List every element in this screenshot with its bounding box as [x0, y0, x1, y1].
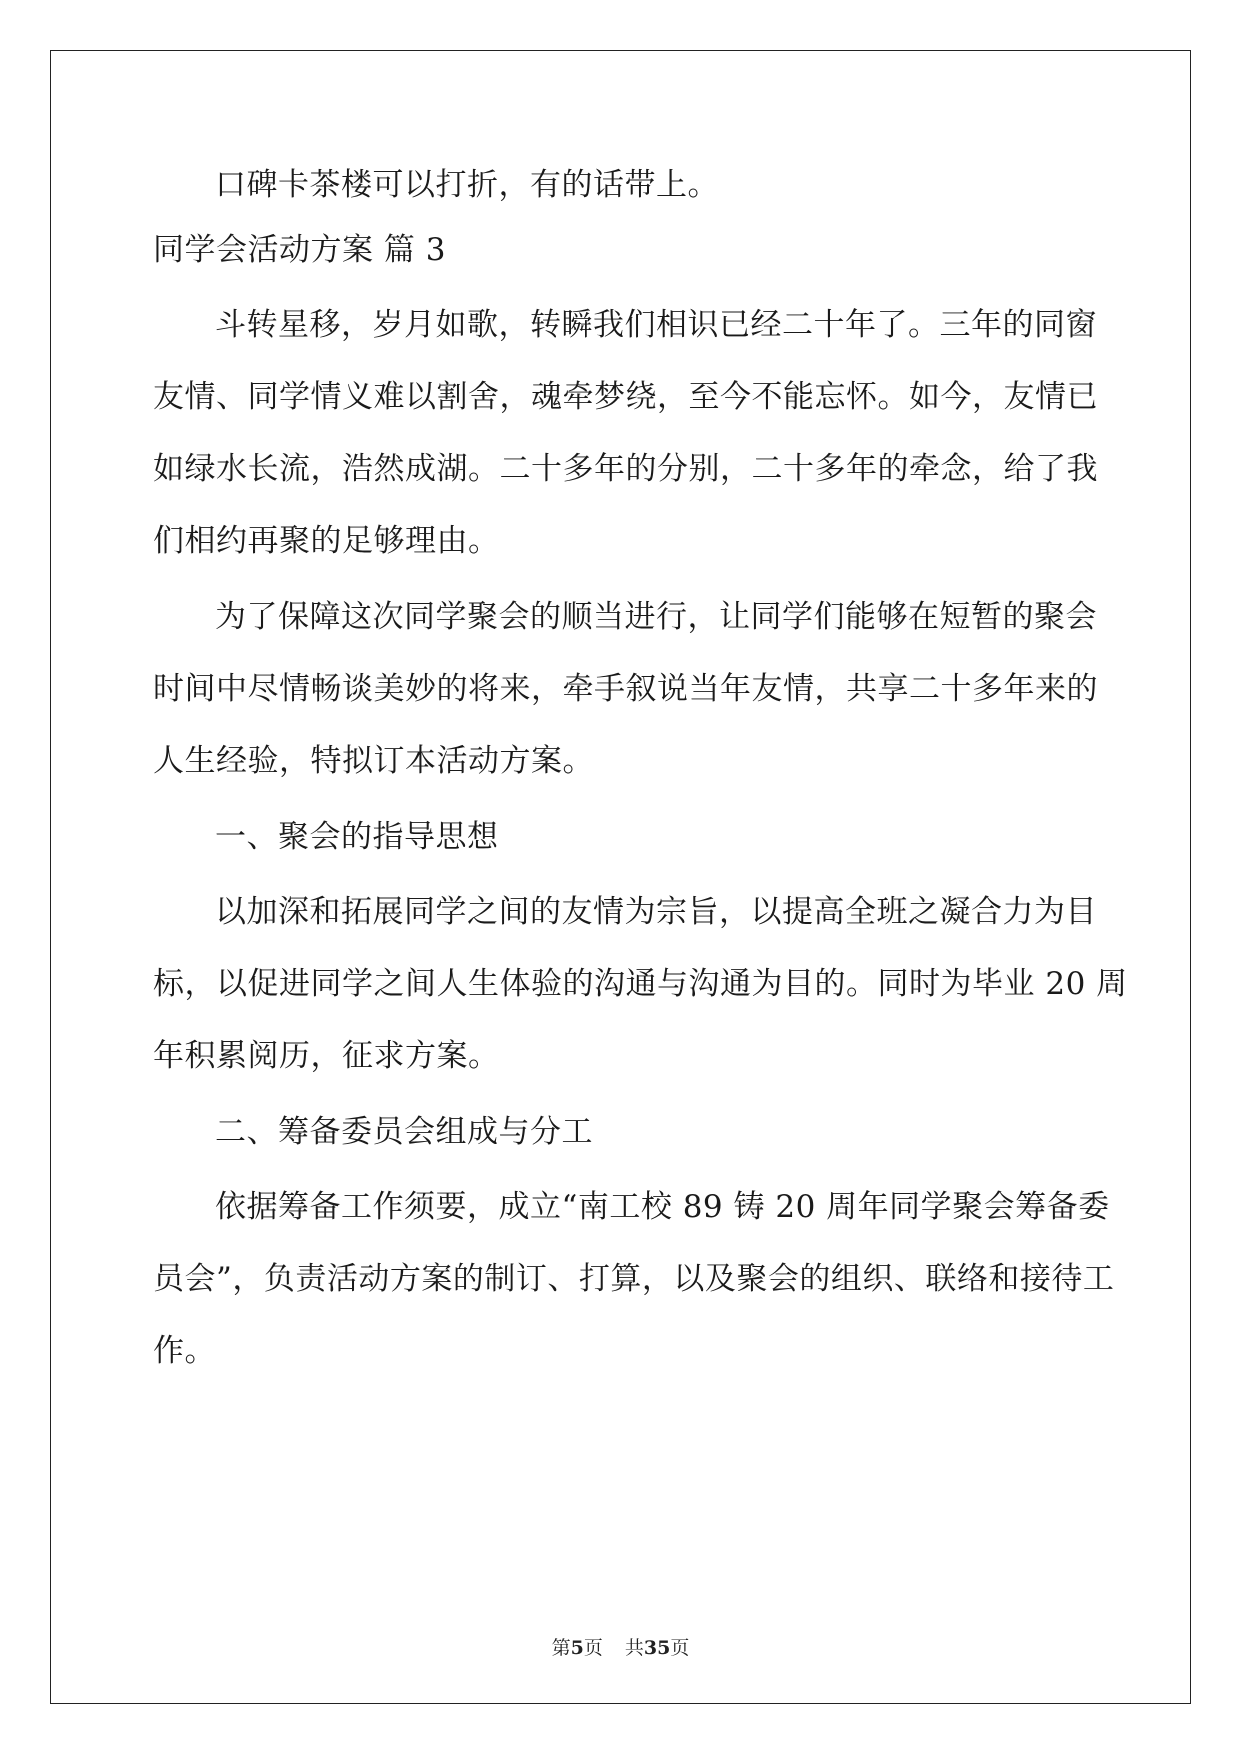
paragraph-line: 年积累阅历，征求方案。	[153, 1038, 500, 1074]
subsection-heading: 二、筹备委员会组成与分工	[215, 1114, 593, 1150]
paragraph-line: 口碑卡茶楼可以打折，有的话带上。	[215, 167, 719, 203]
page-footer	[0, 1633, 1241, 1660]
paragraph-line: 为了保障这次同学聚会的顺当进行，让同学们能够在短暂的聚会	[215, 599, 1097, 635]
page-prefix: 第	[551, 1637, 571, 1659]
paragraph-line: 以加深和拓展同学之间的友情为宗旨，以提高全班之凝合力为目	[215, 894, 1097, 930]
total-prefix: 共	[624, 1637, 644, 1659]
page-suffix: 页	[583, 1637, 603, 1659]
total-page-number: 35	[643, 1637, 671, 1659]
paragraph-line: 斗转星移，岁月如歌，转瞬我们相识已经二十年了。三年的同窗	[215, 307, 1097, 343]
paragraph-line: 作。	[153, 1333, 216, 1369]
paragraph-line: 员会”，负责活动方案的制订、打算，以及聚会的组织、联络和接待工	[153, 1261, 1115, 1297]
paragraph-line: 标，以促进同学之间人生体验的沟通与沟通为目的。同时为毕业 20 周	[153, 966, 1128, 1002]
paragraph-line: 友情、同学情义难以割舍，魂牵梦绕，至今不能忘怀。如今，友情已	[153, 379, 1098, 415]
paragraph-line: 依据筹备工作须要，成立“南工校 89 铸 20 周年同学聚会筹备委	[215, 1189, 1110, 1225]
current-page-number: 5	[570, 1637, 584, 1659]
paragraph-line: 时间中尽情畅谈美妙的将来，牵手叙说当年友情，共享二十多年来的	[153, 671, 1098, 707]
total-suffix: 页	[670, 1637, 690, 1659]
subsection-heading: 一、聚会的指导思想	[215, 819, 499, 855]
section-heading: 同学会活动方案 篇 3	[153, 232, 446, 268]
paragraph-line: 如绿水长流，浩然成湖。二十多年的分别，二十多年的牵念，给了我	[153, 451, 1098, 487]
page-border	[50, 50, 1191, 1704]
paragraph-line: 人生经验，特拟订本活动方案。	[153, 743, 594, 779]
paragraph-line: 们相约再聚的足够理由。	[153, 523, 500, 559]
